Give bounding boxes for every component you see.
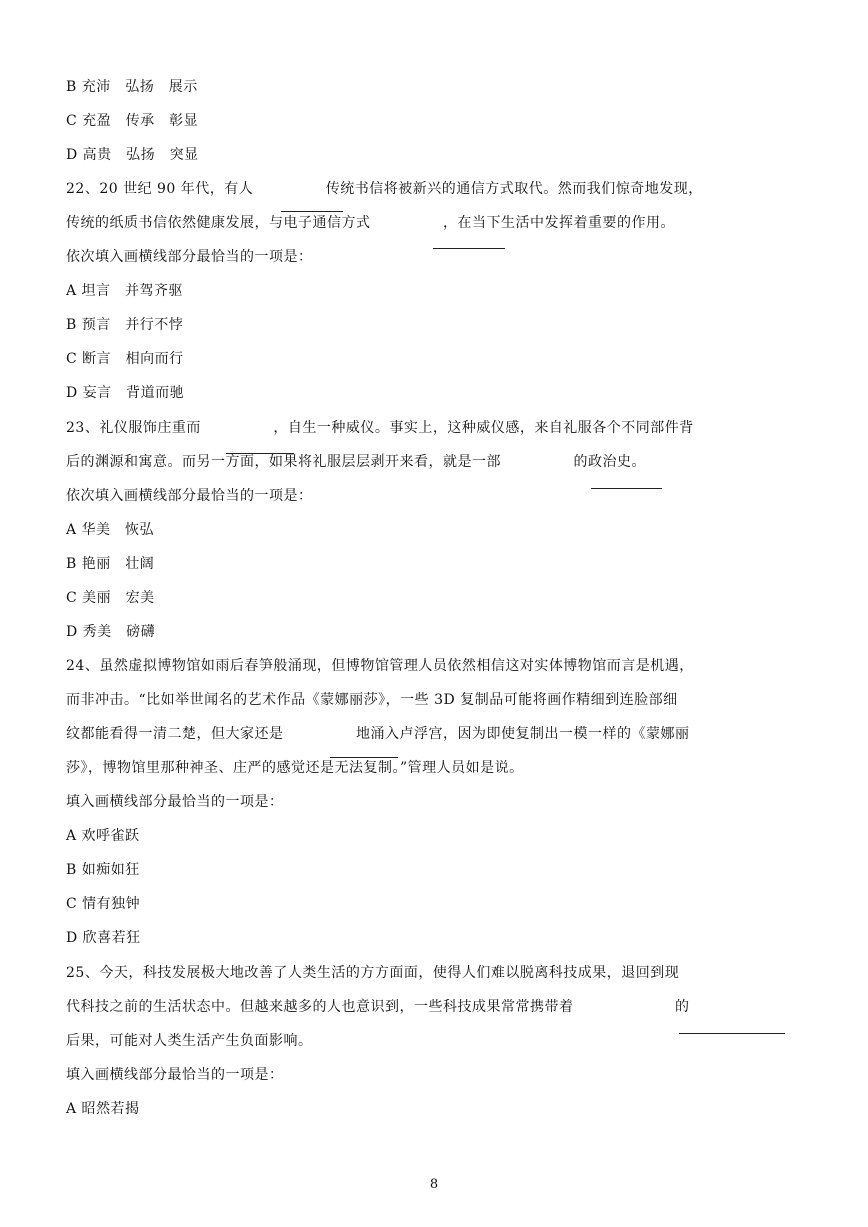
option-line: B 如痴如狂 — [66, 862, 140, 878]
option-line: D 秀美 磅礴 — [66, 624, 156, 640]
question-22-instruction: 依次填入画横线部分最恰当的一项是： — [66, 249, 313, 265]
blank-underline — [591, 488, 662, 489]
blank-underline — [433, 248, 505, 249]
question-23-text: 23、礼仪服饰庄重而 ，自生一种威仪。事实上，这种威仪感，来自礼服各个不同部件背 — [66, 420, 694, 436]
question-25-text: 代科技之前的生活状态中。但越来越多的人也意识到，一些科技成果常常携带着 的 — [66, 999, 690, 1015]
question-25-text: 后果，可能对人类生活产生负面影响。 — [66, 1033, 313, 1049]
question-24-text: 而非冲击。“比如举世闻名的艺术作品《蒙娜丽莎》，一些 3D 复制品可能将画作精细到连脸部细 — [66, 692, 678, 708]
blank-underline — [281, 211, 343, 212]
option-line: C 情有独钟 — [66, 896, 141, 912]
question-23-text: 后的渊源和寓意。而另一方面，如果将礼服层层剥开来看，就是一部 的政治史。 — [66, 454, 646, 470]
question-24-text: 莎》，博物馆里那种神圣、庄严的感觉还是无法复制。”管理人员如是说。 — [66, 760, 524, 776]
option-line: D 妄言 背道而驰 — [66, 385, 185, 401]
option-line: A 昭然若揭 — [66, 1101, 140, 1117]
question-24-instruction: 填入画横线部分最恰当的一项是： — [66, 794, 284, 810]
blank-underline — [330, 757, 398, 758]
option-line: C 美丽 宏美 — [66, 590, 155, 606]
option-line: B 预言 并行不悖 — [66, 317, 184, 333]
option-line: C 充盈 传承 彰显 — [66, 113, 199, 129]
question-24-text: 纹都能看得一清二楚，但大家还是 地涌入卢浮宫，因为即使复制出一模一样的《蒙娜丽 — [66, 726, 690, 742]
option-line: A 华美 恢弘 — [66, 522, 155, 538]
blank-underline — [679, 1033, 785, 1034]
option-line: A 坦言 并驾齐驱 — [66, 283, 184, 299]
question-24-text: 24、虽然虚拟博物馆如雨后春笋般涌现，但博物馆管理人员依然相信这对实体博物馆而言是机遇， — [66, 658, 694, 674]
option-line: B 艳丽 壮阔 — [66, 556, 155, 572]
question-22-text: 传统的纸质书信依然健康发展，与电子通信方式 ，在当下生活中发挥着重要的作用。 — [66, 215, 675, 231]
option-line: D 高贵 弘扬 突显 — [66, 147, 199, 163]
option-line: D 欣喜若狂 — [66, 930, 141, 946]
page-number: 8 — [429, 1177, 439, 1192]
option-line: A 欢呼雀跃 — [66, 828, 140, 844]
option-line: C 断言 相向而行 — [66, 351, 184, 367]
question-25-instruction: 填入画横线部分最恰当的一项是： — [66, 1067, 284, 1083]
option-line: B 充沛 弘扬 展示 — [66, 79, 198, 95]
question-25-text: 25、今天，科技发展极大地改善了人类生活的方方面面，使得人们难以脱离科技成果，退回到现 — [66, 965, 680, 981]
question-23-instruction: 依次填入画横线部分最恰当的一项是： — [66, 488, 313, 504]
question-22-text: 22、20 世纪 90 年代，有人 传统书信将被新兴的通信方式取代。然而我们惊奇地发现， — [66, 181, 703, 197]
blank-underline — [226, 453, 294, 454]
